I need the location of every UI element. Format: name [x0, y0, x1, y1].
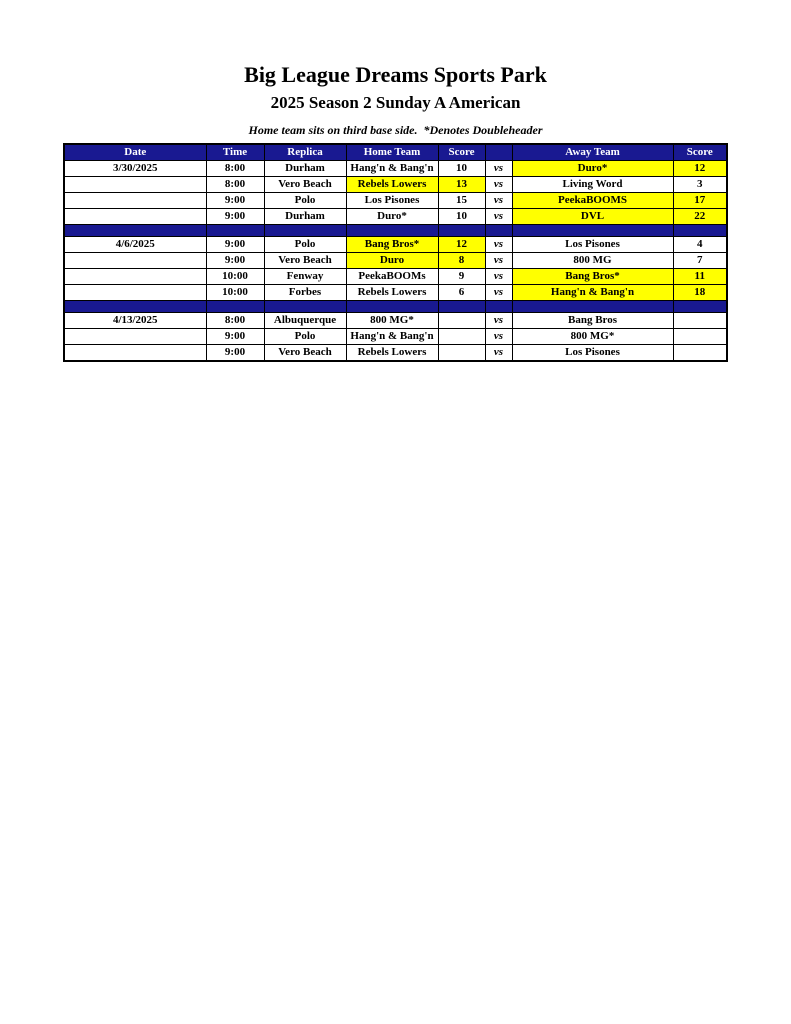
- replica-cell: Polo: [264, 237, 346, 253]
- date-cell: [64, 345, 206, 362]
- separator-cell: [206, 301, 264, 313]
- home-score-cell: [438, 313, 485, 329]
- replica-cell: Polo: [264, 329, 346, 345]
- column-header-home-team: Home Team: [346, 144, 438, 161]
- vs-cell: vs: [485, 285, 512, 301]
- date-cell: [64, 193, 206, 209]
- replica-cell: Forbes: [264, 285, 346, 301]
- away-team-cell: 800 MG: [512, 253, 673, 269]
- date-cell: [64, 177, 206, 193]
- away-team-cell: Duro*: [512, 161, 673, 177]
- time-cell: 8:00: [206, 161, 264, 177]
- separator-cell: [512, 225, 673, 237]
- home-team-cell: 800 MG*: [346, 313, 438, 329]
- separator-cell: [438, 225, 485, 237]
- away-score-cell: [673, 313, 727, 329]
- separator-cell: [512, 301, 673, 313]
- home-team-cell: PeekaBOOMs: [346, 269, 438, 285]
- game-row: [64, 253, 727, 269]
- game-row: [64, 161, 727, 177]
- replica-cell: Fenway: [264, 269, 346, 285]
- away-score-cell: 11: [673, 269, 727, 285]
- game-row: [64, 193, 727, 209]
- replica-cell: Durham: [264, 161, 346, 177]
- time-cell: 9:00: [206, 253, 264, 269]
- away-team-cell: Los Pisones: [512, 345, 673, 362]
- home-team-cell: Hang'n & Bang'n: [346, 161, 438, 177]
- away-score-cell: 12: [673, 161, 727, 177]
- vs-cell: vs: [485, 345, 512, 362]
- away-team-cell: Hang'n & Bang'n: [512, 285, 673, 301]
- date-cell: [64, 269, 206, 285]
- column-header-time: Time: [206, 144, 264, 161]
- vs-cell: vs: [485, 237, 512, 253]
- replica-cell: Vero Beach: [264, 177, 346, 193]
- away-score-cell: [673, 329, 727, 345]
- home-team-cell: Hang'n & Bang'n: [346, 329, 438, 345]
- column-header-vs: [485, 144, 512, 161]
- vs-cell: vs: [485, 269, 512, 285]
- away-team-cell: DVL: [512, 209, 673, 225]
- time-cell: 9:00: [206, 345, 264, 362]
- home-score-cell: 15: [438, 193, 485, 209]
- away-score-cell: 22: [673, 209, 727, 225]
- home-team-cell: Los Pisones: [346, 193, 438, 209]
- time-cell: 9:00: [206, 329, 264, 345]
- page-title: Big League Dreams Sports Park: [244, 62, 547, 87]
- separator-cell: [206, 225, 264, 237]
- section-separator-row: [64, 301, 727, 313]
- column-header-score: Score: [438, 144, 485, 161]
- vs-cell: vs: [485, 177, 512, 193]
- game-row: [64, 345, 727, 362]
- separator-cell: [485, 225, 512, 237]
- separator-cell: [64, 225, 206, 237]
- game-row: [64, 285, 727, 301]
- away-score-cell: 18: [673, 285, 727, 301]
- home-score-cell: 12: [438, 237, 485, 253]
- separator-cell: [264, 225, 346, 237]
- home-score-cell: [438, 345, 485, 362]
- vs-cell: vs: [485, 329, 512, 345]
- time-cell: 8:00: [206, 313, 264, 329]
- home-team-cell: Duro: [346, 253, 438, 269]
- home-team-cell: Rebels Lowers: [346, 345, 438, 362]
- home-score-cell: 10: [438, 209, 485, 225]
- home-team-cell: Bang Bros*: [346, 237, 438, 253]
- date-cell: [64, 329, 206, 345]
- away-score-cell: 7: [673, 253, 727, 269]
- separator-cell: [438, 301, 485, 313]
- column-header-replica: Replica: [264, 144, 346, 161]
- vs-cell: vs: [485, 313, 512, 329]
- vs-cell: vs: [485, 193, 512, 209]
- away-team-cell: PeekaBOOMS: [512, 193, 673, 209]
- replica-cell: Albuquerque: [264, 313, 346, 329]
- home-score-cell: 8: [438, 253, 485, 269]
- separator-cell: [673, 225, 727, 237]
- home-team-cell: Rebels Lowers: [346, 177, 438, 193]
- game-row: [64, 269, 727, 285]
- home-score-cell: 6: [438, 285, 485, 301]
- schedule-page: [0, 0, 791, 362]
- replica-cell: Vero Beach: [264, 253, 346, 269]
- away-score-cell: 4: [673, 237, 727, 253]
- home-score-cell: 10: [438, 161, 485, 177]
- time-cell: 9:00: [206, 237, 264, 253]
- separator-cell: [346, 225, 438, 237]
- separator-cell: [346, 301, 438, 313]
- away-score-cell: [673, 345, 727, 362]
- game-row: [64, 313, 727, 329]
- home-score-cell: [438, 329, 485, 345]
- away-team-cell: Living Word: [512, 177, 673, 193]
- column-header-date: Date: [64, 144, 206, 161]
- separator-cell: [64, 301, 206, 313]
- replica-cell: Polo: [264, 193, 346, 209]
- date-cell: [64, 209, 206, 225]
- time-cell: 8:00: [206, 177, 264, 193]
- date-cell: [64, 285, 206, 301]
- away-team-cell: Bang Bros*: [512, 269, 673, 285]
- replica-cell: Durham: [264, 209, 346, 225]
- game-row: [64, 237, 727, 253]
- time-cell: 9:00: [206, 193, 264, 209]
- page-subtitle: 2025 Season 2 Sunday A American: [270, 93, 521, 112]
- table-header-row: [64, 144, 727, 161]
- column-header-score: Score: [673, 144, 727, 161]
- home-team-cell: Rebels Lowers: [346, 285, 438, 301]
- home-score-cell: 9: [438, 269, 485, 285]
- date-cell: 4/13/2025: [64, 313, 206, 329]
- separator-cell: [264, 301, 346, 313]
- game-row: [64, 177, 727, 193]
- away-team-cell: Los Pisones: [512, 237, 673, 253]
- home-team-cell: Duro*: [346, 209, 438, 225]
- page-note: Home team sits on third base side. *Denotes Doubleheader: [248, 123, 543, 137]
- away-score-cell: 3: [673, 177, 727, 193]
- away-team-cell: 800 MG*: [512, 329, 673, 345]
- away-score-cell: 17: [673, 193, 727, 209]
- away-team-cell: Bang Bros: [512, 313, 673, 329]
- vs-cell: vs: [485, 161, 512, 177]
- time-cell: 10:00: [206, 285, 264, 301]
- time-cell: 9:00: [206, 209, 264, 225]
- separator-cell: [485, 301, 512, 313]
- vs-cell: vs: [485, 253, 512, 269]
- time-cell: 10:00: [206, 269, 264, 285]
- date-cell: [64, 253, 206, 269]
- game-row: [64, 209, 727, 225]
- schedule-table: [63, 143, 728, 362]
- separator-cell: [673, 301, 727, 313]
- column-header-away-team: Away Team: [512, 144, 673, 161]
- date-cell: 4/6/2025: [64, 237, 206, 253]
- home-score-cell: 13: [438, 177, 485, 193]
- vs-cell: vs: [485, 209, 512, 225]
- date-cell: 3/30/2025: [64, 161, 206, 177]
- replica-cell: Vero Beach: [264, 345, 346, 362]
- game-row: [64, 329, 727, 345]
- section-separator-row: [64, 225, 727, 237]
